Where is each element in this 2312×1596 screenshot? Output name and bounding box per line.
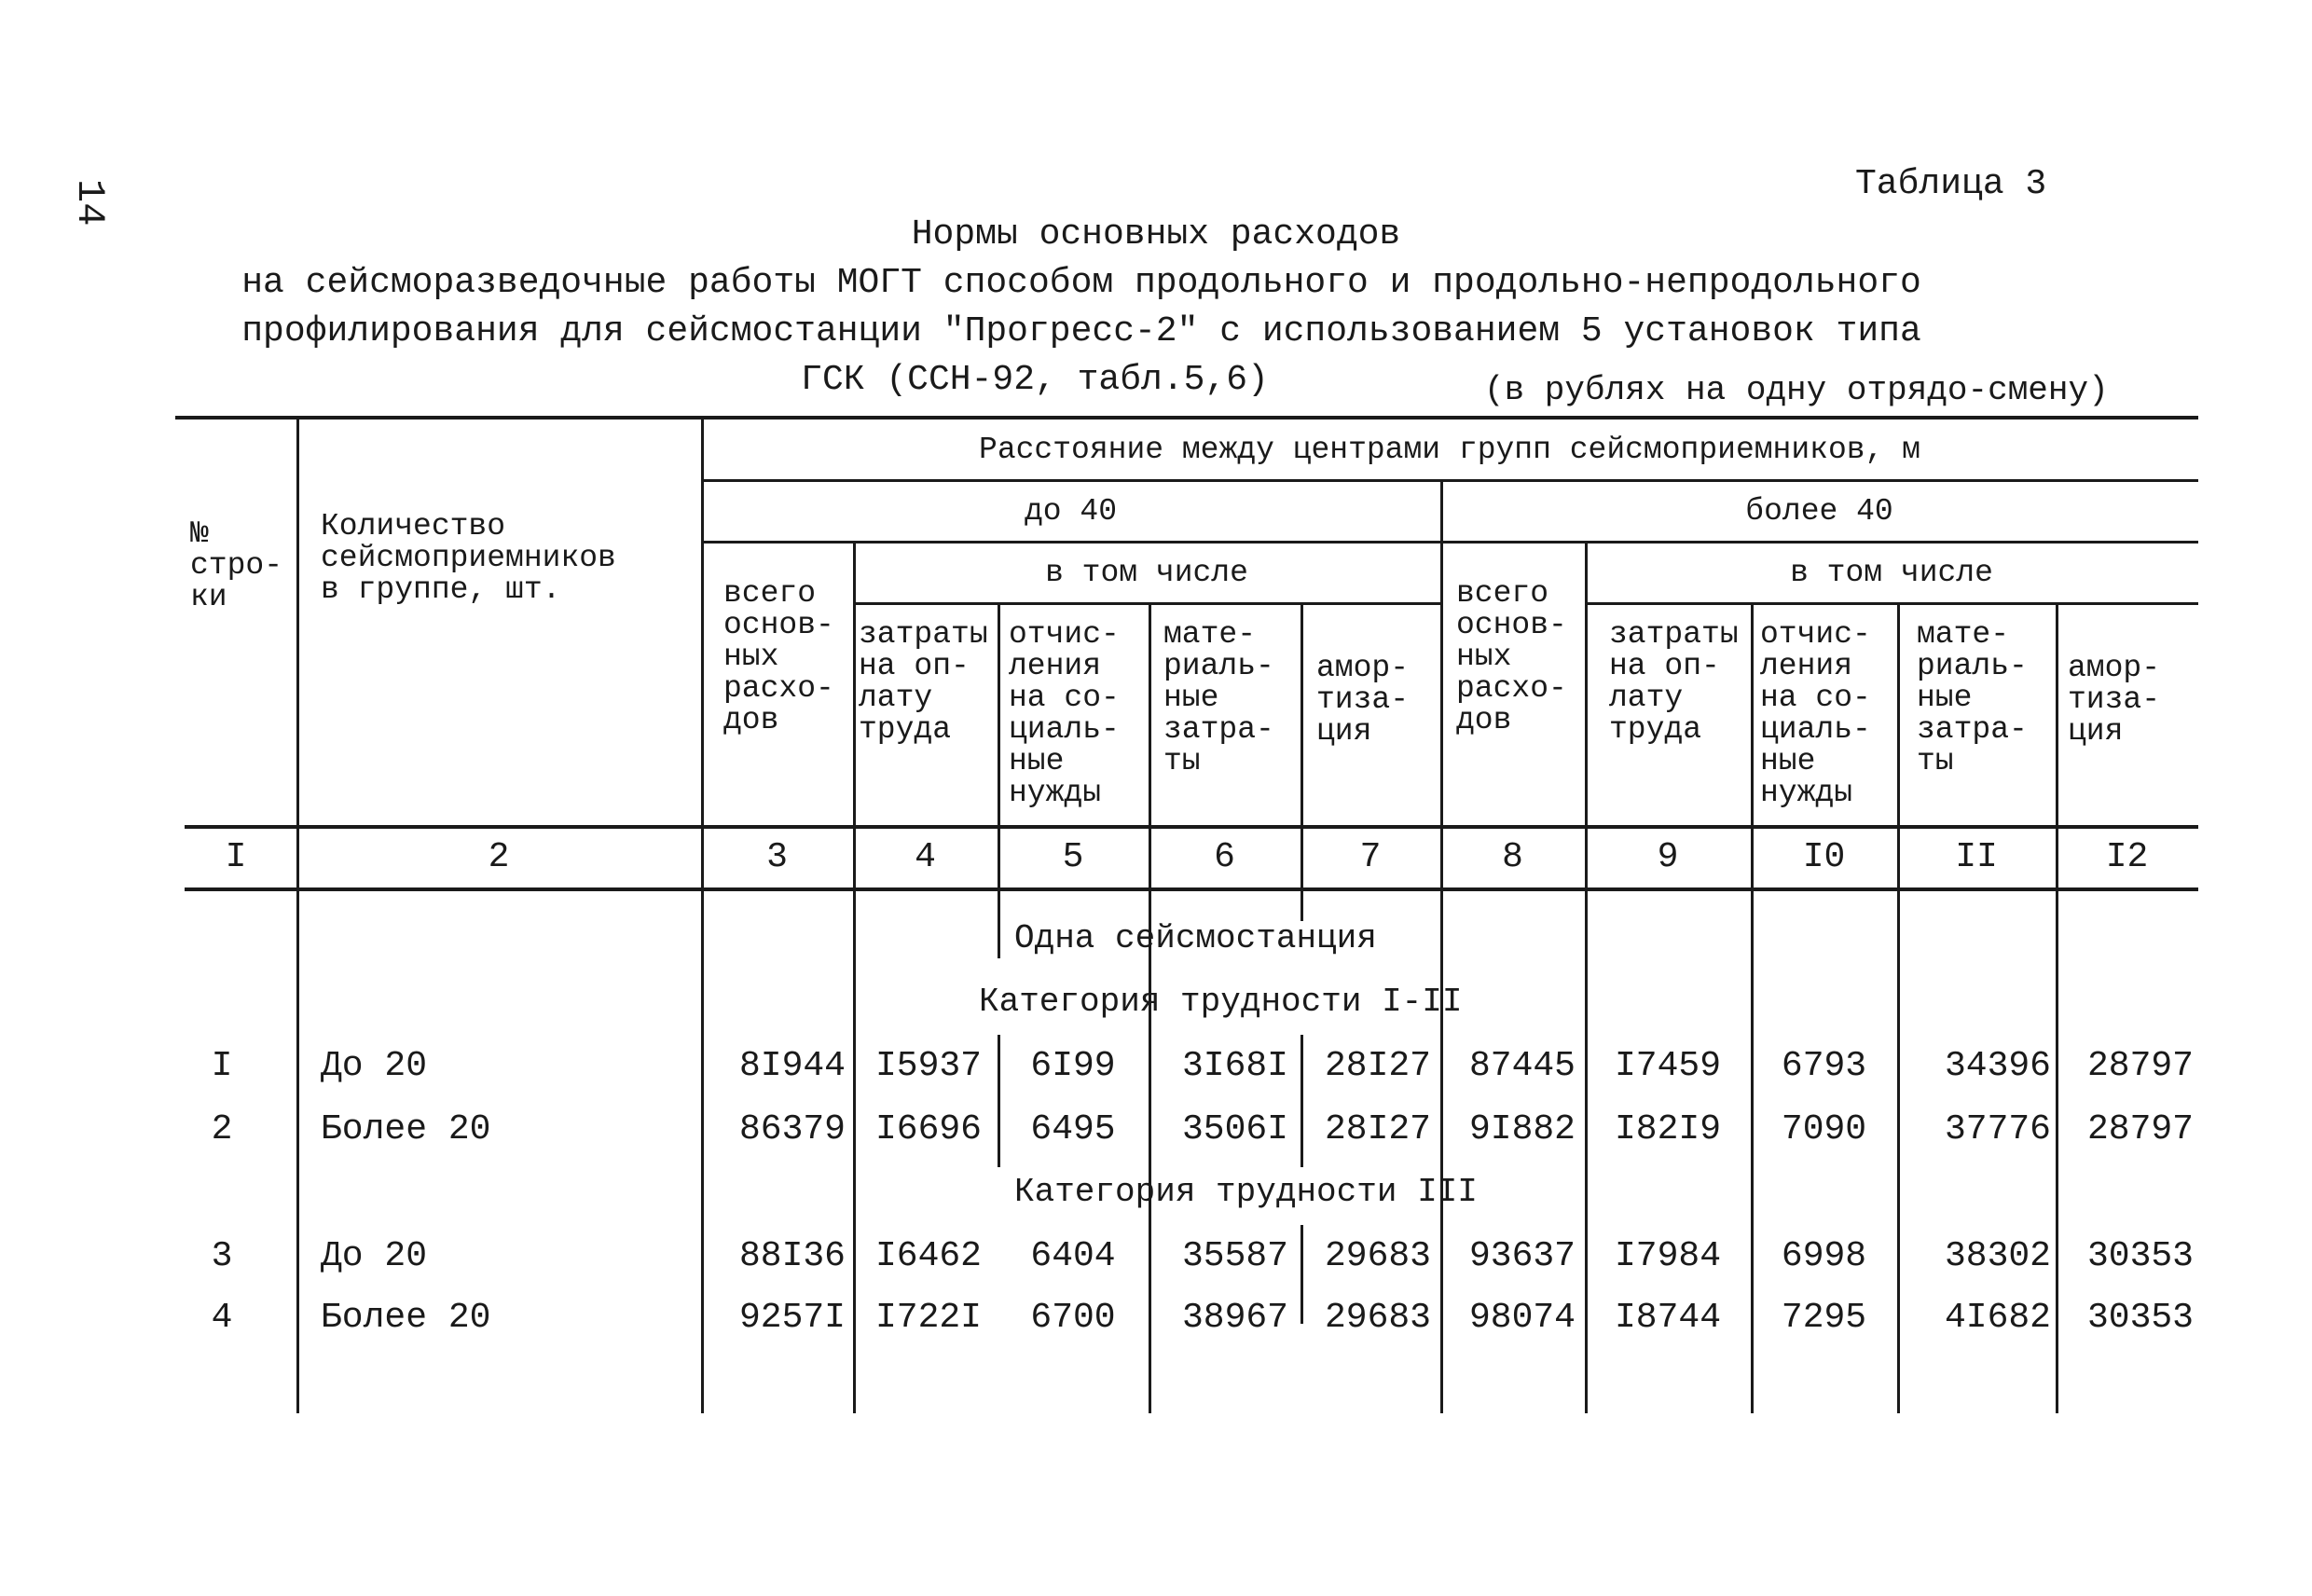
cell: 30353: [2086, 1298, 2194, 1338]
row-number: 2: [211, 1109, 233, 1149]
station-label: Одна сейсмостанция: [1014, 919, 1377, 957]
cell: 6495: [1030, 1109, 1116, 1149]
title-line-2: на сейсморазведочные работы МОГТ способом продольного и продольно-непродольного: [241, 263, 1921, 303]
col-num-12: I2: [2105, 837, 2149, 877]
cell: I5937: [874, 1046, 982, 1086]
header-including-2: в том числе: [1790, 556, 1993, 590]
header-labor-2: затраты на оп- лату труда: [1609, 617, 1739, 747]
cell: 30353: [2086, 1236, 2194, 1276]
cell: 7090: [1781, 1109, 1867, 1149]
category-label-1: Категория трудности I-II: [979, 983, 1463, 1021]
group-count: Более 20: [321, 1298, 491, 1338]
cell: 6700: [1030, 1298, 1116, 1338]
row-number: I: [211, 1046, 233, 1086]
cell: 6793: [1781, 1046, 1867, 1086]
cell: 86379: [738, 1109, 846, 1149]
header-distance: Расстояние между центрами групп сейсмоприемников, м: [979, 433, 1920, 467]
col-num-11: II: [1955, 837, 1998, 877]
cell: I6696: [874, 1109, 982, 1149]
title-line-1: Нормы основных расходов: [911, 214, 1401, 255]
header-total-1: всего основ- ных расхо- дов: [723, 576, 834, 737]
cell: 37776: [1944, 1109, 2051, 1149]
col-num-1: I: [225, 837, 247, 877]
cell: 7295: [1781, 1298, 1867, 1338]
row-number: 4: [211, 1298, 233, 1338]
header-row-no: № стро- ки: [190, 516, 283, 614]
cell: 9257I: [738, 1298, 846, 1338]
col-num-6: 6: [1214, 837, 1235, 877]
cell: 3I68I: [1181, 1046, 1288, 1086]
cell: 28I27: [1324, 1109, 1431, 1149]
cell: 6404: [1030, 1236, 1116, 1276]
cell: I82I9: [1614, 1109, 1722, 1149]
header-amort-2: амор- тиза- ция: [2068, 651, 2161, 749]
cell: 6I99: [1030, 1046, 1116, 1086]
cell: I7459: [1614, 1046, 1722, 1086]
page-number: 14: [67, 179, 112, 227]
col-num-3: 3: [766, 837, 788, 877]
cell: 87445: [1468, 1046, 1576, 1086]
col-num-10: I0: [1802, 837, 1846, 877]
cell: 28I27: [1324, 1046, 1431, 1086]
group-count: До 20: [321, 1046, 428, 1086]
cell: 28797: [2086, 1109, 2194, 1149]
cell: 3506I: [1181, 1109, 1288, 1149]
cell: 98074: [1468, 1298, 1576, 1338]
cell: 34396: [1944, 1046, 2051, 1086]
cell: 38967: [1181, 1298, 1288, 1338]
cell: 8I944: [738, 1046, 846, 1086]
header-material-1: мате- риаль- ные затра- ты: [1163, 617, 1274, 778]
header-social-2: отчис- ления на со- циаль- ные нужды: [1760, 617, 1871, 810]
title-line-4: ГСК (ССН-92, табл.5,6): [801, 360, 1269, 400]
col-num-2: 2: [488, 837, 510, 877]
units-note: (в рублях на одну отрядо-смену): [1484, 371, 2109, 409]
cell: I722I: [874, 1298, 982, 1338]
row-number: 3: [211, 1236, 233, 1276]
header-social-1: отчис- ления на со- циаль- ные нужды: [1009, 617, 1120, 810]
group-count: До 20: [321, 1236, 428, 1276]
cell: 4I682: [1944, 1298, 2051, 1338]
cell: 29683: [1324, 1298, 1431, 1338]
cell: 6998: [1781, 1236, 1867, 1276]
cell: I6462: [874, 1236, 982, 1276]
cell: 28797: [2086, 1046, 2194, 1086]
header-material-2: мате- риаль- ные затра- ты: [1917, 617, 2028, 778]
cell: I8744: [1614, 1298, 1722, 1338]
header-count: Количество сейсмоприемников в группе, шт.: [321, 509, 616, 607]
col-num-5: 5: [1062, 837, 1084, 877]
cell: 35587: [1181, 1236, 1288, 1276]
col-num-9: 9: [1657, 837, 1679, 877]
group-count: Более 20: [321, 1109, 491, 1149]
header-upto-40: до 40: [1024, 494, 1118, 529]
cell: 29683: [1324, 1236, 1431, 1276]
title-line-3: профилирования для сейсмостанции "Прогресс-2" с использованием 5 установок типа: [241, 311, 1921, 351]
cell: 38302: [1944, 1236, 2051, 1276]
cell: 93637: [1468, 1236, 1576, 1276]
col-num-8: 8: [1502, 837, 1523, 877]
col-num-7: 7: [1359, 837, 1382, 877]
header-total-2: всего основ- ных расхо- дов: [1456, 576, 1567, 737]
category-label-2: Категория трудности III: [1014, 1173, 1478, 1211]
header-including-1: в том числе: [1045, 556, 1248, 590]
col-num-4: 4: [915, 837, 936, 877]
cell: 9I882: [1468, 1109, 1576, 1149]
cell: 88I36: [738, 1236, 846, 1276]
header-amort-1: амор- тиза- ция: [1316, 651, 1410, 749]
table-label: Таблица 3: [1855, 164, 2047, 204]
header-over-40: более 40: [1745, 494, 1893, 529]
header-labor-1: затраты на оп- лату труда: [859, 617, 988, 747]
cell: I7984: [1614, 1236, 1722, 1276]
